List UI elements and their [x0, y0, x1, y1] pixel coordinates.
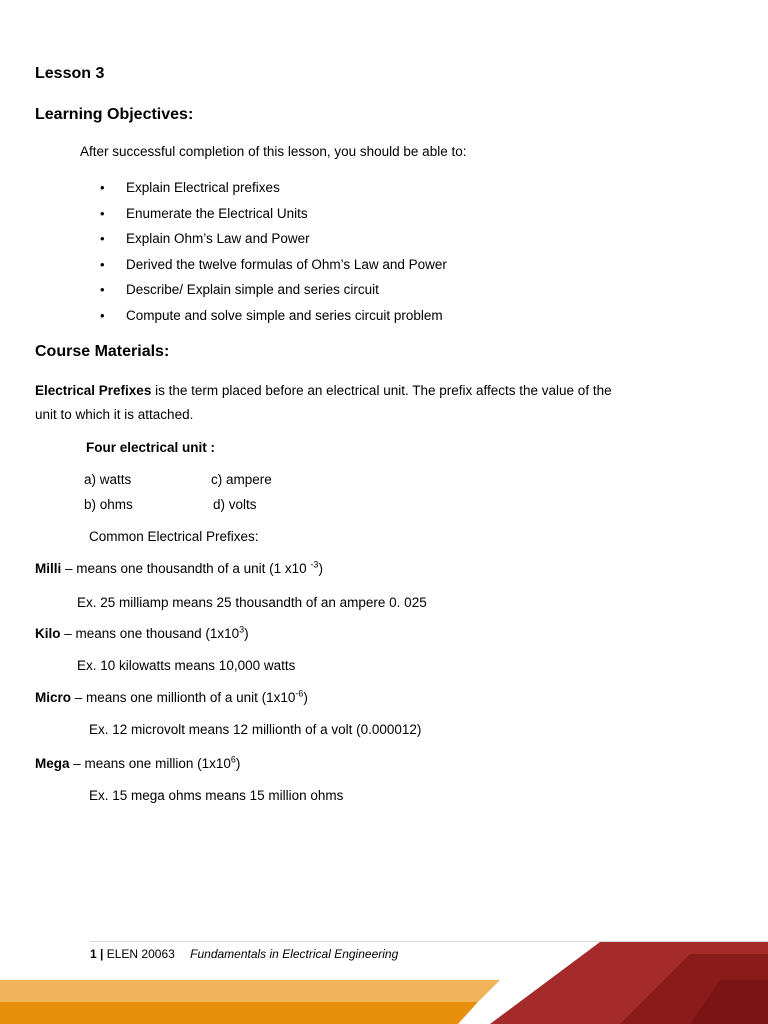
unit-d: d) volts	[213, 497, 257, 512]
course-code: ELEN 20063	[106, 947, 175, 961]
footer	[90, 947, 398, 961]
common-prefixes-label: Common Electrical Prefixes:	[89, 529, 259, 544]
unit-b: b) ohms	[84, 497, 133, 512]
unit-a: a) watts	[84, 472, 132, 487]
footer-light-orange-band	[0, 980, 500, 1002]
bullet-icon: •	[100, 282, 105, 297]
objectives-intro: After successful completion of this lesson, you should be able to:	[80, 144, 467, 159]
list-item: • Explain Electrical prefixes	[100, 180, 280, 195]
page-number: 1	[90, 947, 97, 961]
list-item: • Describe/ Explain simple and series circuit	[100, 282, 379, 297]
prefix-micro-example: Ex. 12 microvolt means 12 millionth of a volt (0.000012)	[89, 722, 422, 737]
prefix-paragraph-line1: Electrical Prefixes is the term placed before an electrical unit. The prefix affects the value of the	[35, 383, 612, 398]
bullet-icon: •	[100, 256, 105, 272]
bullet-icon: •	[100, 205, 105, 221]
list-item: • Explain Ohm’s Law and Power	[100, 231, 310, 246]
footer-orange-band	[0, 1002, 478, 1024]
list-item: • Derived the twelve formulas of Ohm’s Law and Power	[100, 256, 447, 272]
prefix-milli: Milli – means one thousandth of a unit (1 x10 $^{-3}$)	[35, 559, 323, 576]
bullet-icon: •	[100, 231, 105, 246]
prefix-kilo: Kilo – means one thousand $(1x10^3)$	[35, 624, 249, 641]
prefix-mega-example: Ex. 15 mega ohms means 15 million ohms	[89, 788, 344, 803]
bullet-icon: •	[100, 180, 105, 195]
list-item: • Compute and solve simple and series circuit problem	[100, 307, 443, 323]
objectives-list	[100, 178, 447, 331]
prefix-mega: Mega – means one million $(1x10^6)$	[35, 754, 241, 771]
units-heading: Four electrical unit :	[86, 440, 216, 455]
bullet-icon: •	[100, 307, 105, 323]
list-item: • Enumerate the Electrical Units	[100, 205, 308, 221]
footer-separator: |	[100, 947, 104, 961]
unit-c: c) ampere	[211, 472, 272, 487]
lesson-title: Lesson 3	[35, 65, 105, 82]
prefix-milli-example: Ex. 25 milliamp means 25 thousandth of an ampere 0. 025	[77, 595, 427, 610]
objectives-heading: Learning Objectives:	[35, 106, 194, 123]
prefix-micro: Micro – means one millionth of a unit $(1x10^{-6})$	[35, 688, 308, 705]
course-materials-heading: Course Materials:	[35, 343, 170, 360]
prefix-paragraph-line2: unit to which it is attached.	[35, 407, 194, 422]
course-title: Fundamentals in Electrical Engineering	[190, 947, 399, 961]
prefix-kilo-example: Ex. 10 kilowatts means 10,000 watts	[77, 658, 296, 673]
